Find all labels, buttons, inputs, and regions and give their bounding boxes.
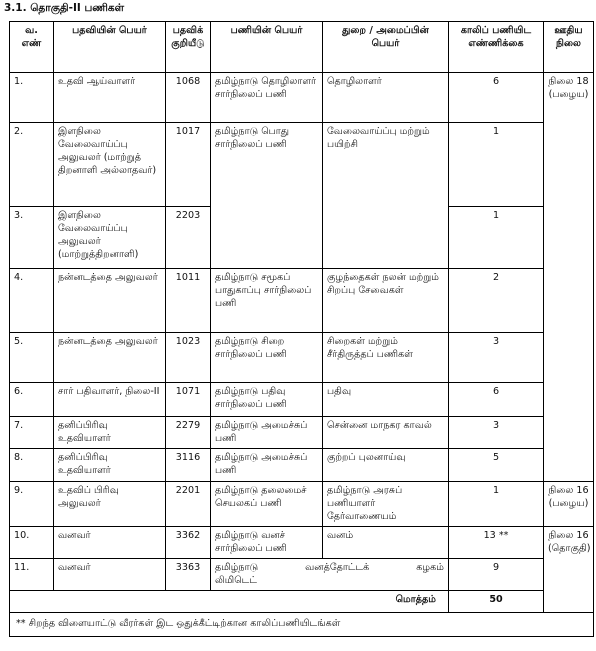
total-row: [10, 591, 594, 613]
cell-sno: 6.: [10, 383, 54, 417]
cell-code: 3362: [166, 527, 211, 559]
cell-vacancies: 6: [449, 383, 544, 417]
cell-service: தமிழ்நாடு சமூகப் பாதுகாப்பு சார்நிலைப் பணி: [211, 269, 323, 333]
cell-sno: 7.: [10, 417, 54, 449]
header-post-code: பதவிக் குறியீடு: [166, 22, 211, 73]
table-row: [10, 123, 594, 207]
cell-post: நன்னடத்தை அலுவலர்: [54, 269, 166, 333]
cell-vacancies: 1: [449, 207, 544, 269]
footnote: ** சிறந்த விளையாட்டு வீரர்கள் இட ஒதுக்கீட்டிற்கான காலிப்பணியிடங்கள்: [10, 613, 594, 637]
merged-text-line-1: [215, 561, 444, 574]
header-post-name: பதவியின் பெயர்: [54, 22, 166, 73]
cell-service: தமிழ்நாடு அமைச்சுப் பணி: [211, 417, 323, 449]
cell-post: தனிப்பிரிவு உதவியாளர்: [54, 417, 166, 449]
cell-service: தமிழ்நாடு தொழிலாளர் சார்நிலைப் பணி: [211, 73, 323, 123]
cell-service: தமிழ்நாடு வனச் சார்நிலைப் பணி: [211, 527, 323, 559]
cell-dept: பதிவு: [323, 383, 449, 417]
cell-vacancies: 1: [449, 482, 544, 527]
cell-dept: குழந்தைகள் நலன் மற்றும் சிறப்பு சேவைகள்: [323, 269, 449, 333]
cell-code: 1011: [166, 269, 211, 333]
header-pay-level: ஊதிய நிலை: [544, 22, 594, 73]
table-row: [10, 417, 594, 449]
cell-post: சார் பதிவாளர், நிலை-II: [54, 383, 166, 417]
cell-vacancies: 2: [449, 269, 544, 333]
cell-code: 2201: [166, 482, 211, 527]
cell-post: நன்னடத்தை அலுவலர்: [54, 333, 166, 383]
vacancy-table: [9, 21, 594, 637]
cell-vacancies: 5: [449, 449, 544, 482]
cell-vacancies: 13 **: [449, 527, 544, 559]
header-sno: வ. எண்: [10, 22, 54, 73]
footnote-row: [10, 613, 594, 637]
table-row: [10, 269, 594, 333]
cell-sno: 2.: [10, 123, 54, 207]
merged-text-line-2: லிமிடெட்: [215, 575, 257, 586]
cell-code: 2203: [166, 207, 211, 269]
cell-dept: தொழிலாளர்: [323, 73, 449, 123]
cell-sno: 11.: [10, 559, 54, 591]
cell-vacancies: 3: [449, 333, 544, 383]
cell-code: 3363: [166, 559, 211, 591]
header-vacancies: காலிப் பணியிட எண்ணிக்கை: [449, 22, 544, 73]
total-value: 50: [449, 591, 544, 613]
cell-service: தமிழ்நாடு பொது சார்நிலைப் பணி: [211, 123, 323, 269]
cell-service: தமிழ்நாடு தலைமைச் செயலகப் பணி: [211, 482, 323, 527]
cell-dept: வனம்: [323, 527, 449, 559]
cell-dept: சென்னை மாநகர காவல்: [323, 417, 449, 449]
cell-post: வனவர்: [54, 559, 166, 591]
cell-pay-level: நிலை 18 (பழைய): [544, 73, 594, 482]
cell-pay-level: நிலை 16 (தொகுதி): [544, 527, 594, 613]
cell-post: இளநிலை வேலைவாய்ப்பு அலுவலர் (மாற்றுத் திறனாளி அல்லாதவர்): [54, 123, 166, 207]
cell-post: தனிப்பிரிவு உதவியாளர்: [54, 449, 166, 482]
table-row: [10, 333, 594, 383]
cell-vacancies: 1: [449, 123, 544, 207]
total-label: மொத்தம்: [10, 591, 449, 613]
header-service-name: பணியின் பெயர்: [211, 22, 323, 73]
word: தமிழ்நாடு: [215, 562, 259, 573]
cell-post: உதவி ஆய்வாளர்: [54, 73, 166, 123]
cell-service-dept-merged: [211, 559, 449, 591]
cell-post: உதவிப் பிரிவு அலுவலர்: [54, 482, 166, 527]
cell-vacancies: 3: [449, 417, 544, 449]
cell-sno: 4.: [10, 269, 54, 333]
cell-dept: தமிழ்நாடு அரசுப் பணியாளர் தேர்வாணையம்: [323, 482, 449, 527]
cell-post: வனவர்: [54, 527, 166, 559]
section-title: 3.1. தொகுதி-II பணிகள்: [4, 2, 125, 14]
cell-vacancies: 9: [449, 559, 544, 591]
word: கழகம்: [416, 562, 444, 573]
cell-code: 1017: [166, 123, 211, 207]
cell-service: தமிழ்நாடு அமைச்சுப் பணி: [211, 449, 323, 482]
table-row: [10, 73, 594, 123]
cell-code: 1068: [166, 73, 211, 123]
cell-code: 1023: [166, 333, 211, 383]
word: வனத்தோட்டக்: [305, 562, 370, 573]
table-row: [10, 383, 594, 417]
cell-dept: குற்றப் புலனாய்வு: [323, 449, 449, 482]
cell-code: 3116: [166, 449, 211, 482]
cell-vacancies: 6: [449, 73, 544, 123]
cell-dept: சிறைகள் மற்றும் சீர்திருத்தப் பணிகள்: [323, 333, 449, 383]
cell-dept: வேலைவாய்ப்பு மற்றும் பயிற்சி: [323, 123, 449, 269]
cell-sno: 10.: [10, 527, 54, 559]
table-row: [10, 449, 594, 482]
cell-sno: 3.: [10, 207, 54, 269]
cell-post: இளநிலை வேலைவாய்ப்பு அலுவலர் (மாற்றுத்திறனாளி): [54, 207, 166, 269]
table-row: [10, 559, 594, 591]
cell-service: தமிழ்நாடு சிறை சார்நிலைப் பணி: [211, 333, 323, 383]
cell-sno: 9.: [10, 482, 54, 527]
cell-code: 1071: [166, 383, 211, 417]
header-row: [10, 22, 594, 73]
table-row: [10, 482, 594, 527]
cell-sno: 1.: [10, 73, 54, 123]
table-row: [10, 527, 594, 559]
cell-sno: 5.: [10, 333, 54, 383]
cell-pay-level: நிலை 16 (பழைய): [544, 482, 594, 527]
cell-sno: 8.: [10, 449, 54, 482]
cell-code: 2279: [166, 417, 211, 449]
cell-service: தமிழ்நாடு பதிவு சார்நிலைப் பணி: [211, 383, 323, 417]
header-department: துறை / அமைப்பின் பெயர்: [323, 22, 449, 73]
